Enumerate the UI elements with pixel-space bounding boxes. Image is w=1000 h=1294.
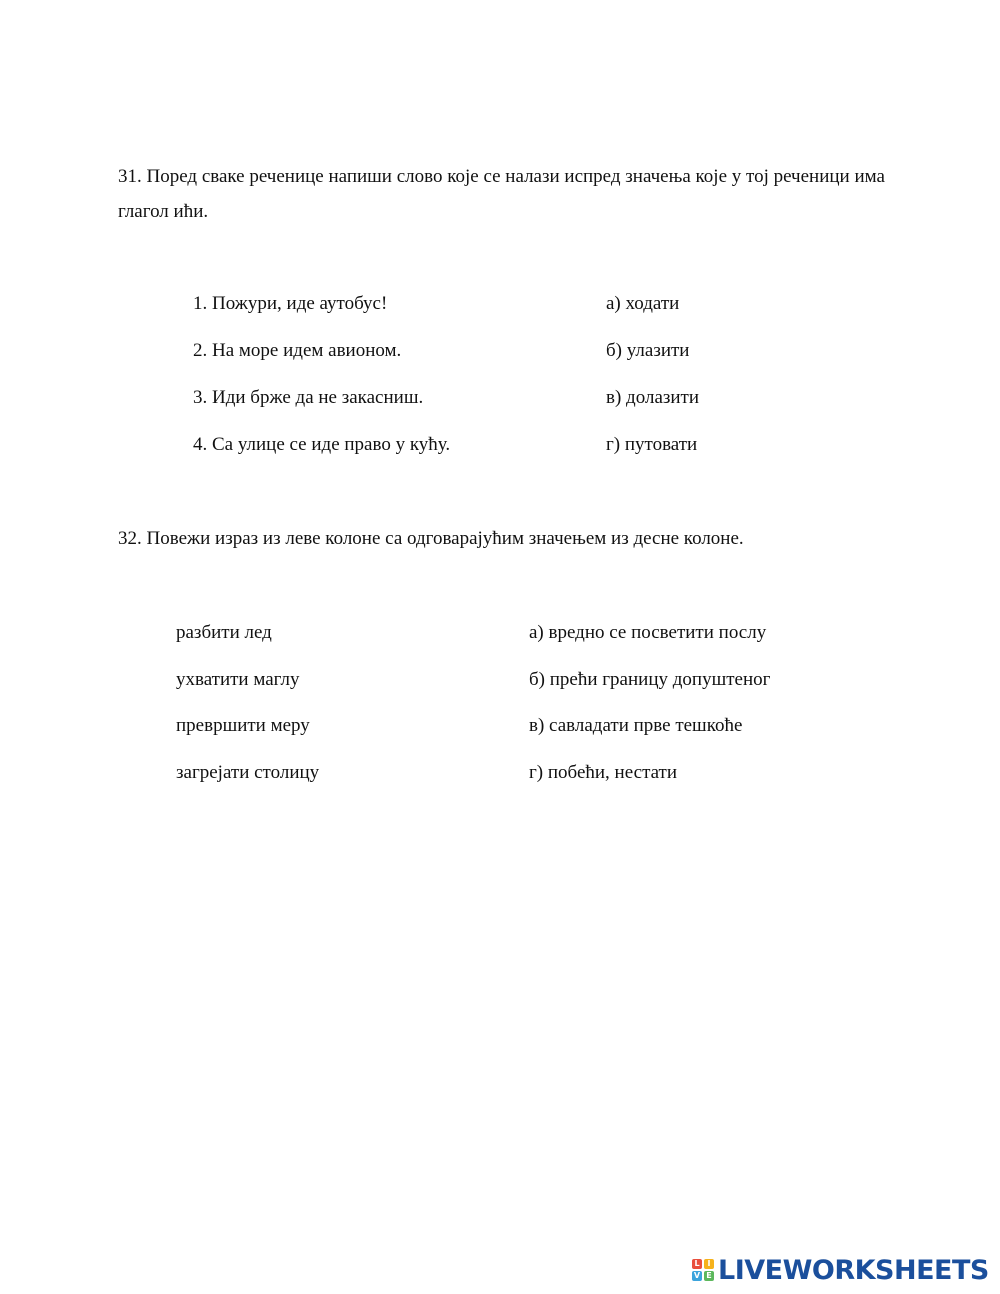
logo-mark-cell: V <box>693 1271 701 1280</box>
question-32-prompt: 32. Повежи израз из леве колоне са одговарајућим значењем из десне колоне. <box>118 528 744 549</box>
q31-sentence-4: 4. Са улице се иде право у кућу. <box>193 434 451 455</box>
logo-mark-cell: E <box>704 1271 714 1281</box>
question-31-prompt: 31. Поред сваке реченице напиши слово које се налази испред значења које у тој реченици има глагол ићи. <box>118 166 885 222</box>
q32-meaning-b: б) прећи границу допуштеног <box>529 669 771 690</box>
q31-meaning-c: в) долазити <box>606 387 700 408</box>
q32-expression-3: превршити меру <box>176 715 310 736</box>
logo-text: LIVEWORKSHEETS <box>718 1254 989 1286</box>
q31-meaning-d: г) путовати <box>606 434 698 455</box>
logo-mark-cell: L <box>692 1259 702 1269</box>
q31-sentence-1: 1. Пожури, иде аутобус! <box>193 293 388 314</box>
q32-expression-1: разбити лед <box>176 622 272 643</box>
q31-meaning-a: а) ходати <box>606 293 680 314</box>
q32-expression-2: ухватити маглу <box>176 669 300 690</box>
q32-meaning-c: в) савладати прве тешкоће <box>529 715 743 736</box>
q32-meaning-d: г) побећи, нестати <box>529 762 678 783</box>
q32-meaning-a: а) вредно се посветити послу <box>529 622 767 643</box>
q31-sentence-3: 3. Иди брже да не закасниш. <box>193 387 424 408</box>
q32-expression-4: загрејати столицу <box>176 762 320 783</box>
q31-sentence-2: 2. На море идем авионом. <box>193 340 402 361</box>
logo-mark-icon <box>692 1259 714 1281</box>
liveworksheets-logo <box>692 1254 989 1286</box>
q31-meaning-b: б) улазити <box>606 340 690 361</box>
logo-mark-cell: I <box>704 1259 714 1269</box>
